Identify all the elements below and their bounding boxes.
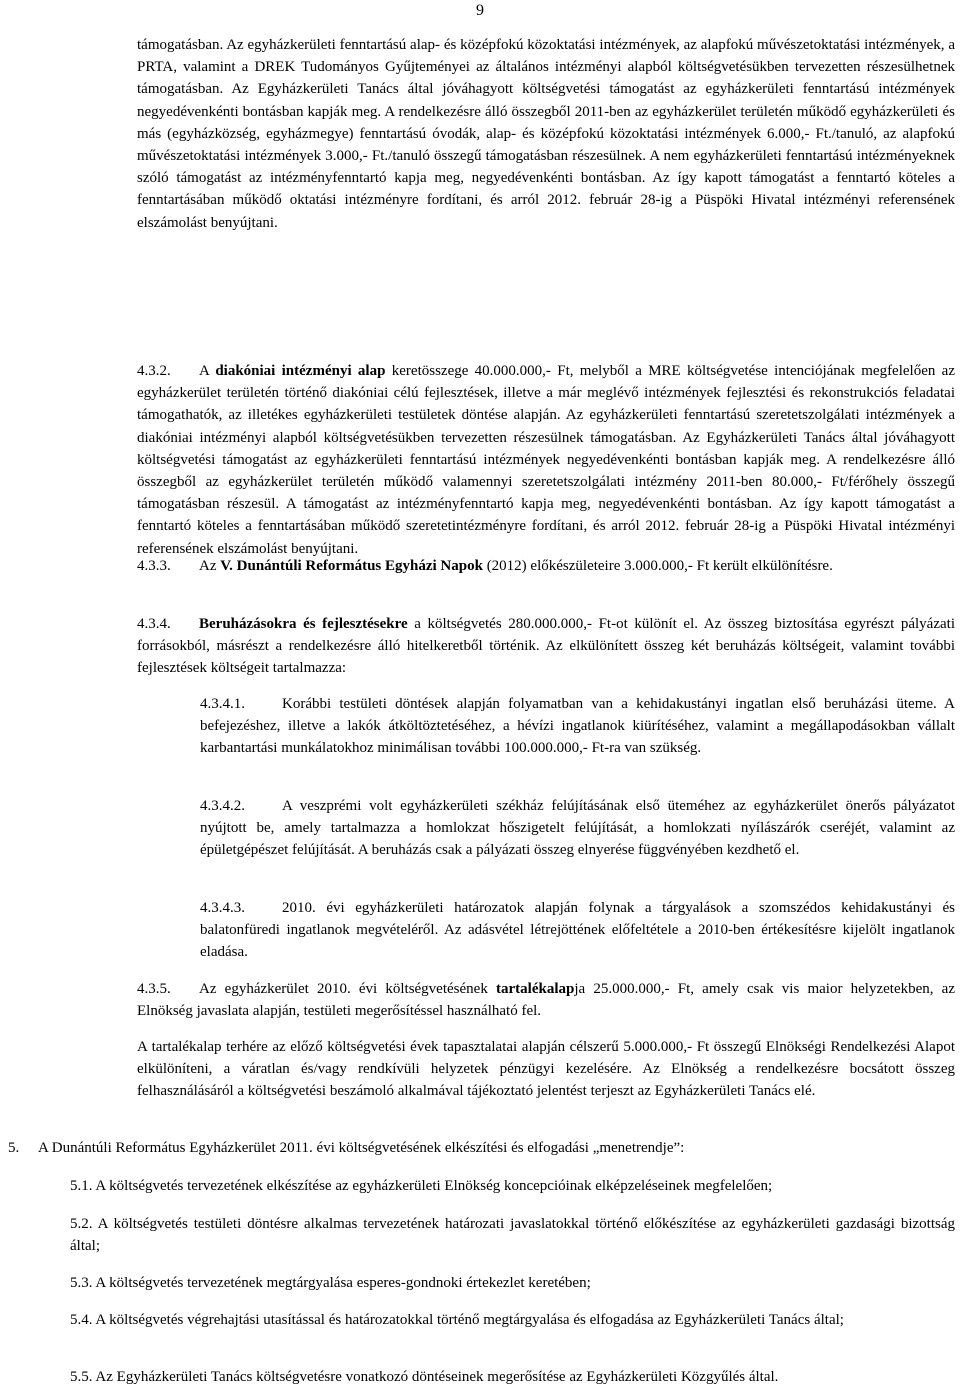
- section-4-3-4-1: [200, 693, 955, 760]
- section-number: 5.: [8, 1140, 20, 1156]
- section-4-3-4-2: [200, 795, 955, 862]
- section-bold-term: Beruházásokra és fejlesztésekre: [199, 616, 408, 632]
- section-text: A veszprémi volt egyházkerületi székház felújításának első üteméhez az egyházkerület önerős pályázatot nyújtott be, amely tartalmazza a homlokzat hőszigetelt felújítását, a homlokzati nyílászárók cseréjét, valamint az épületgépészet felújítását. A beruházás csak a pályázati összeg elnyerése függvényében kezdhető el.: [200, 798, 955, 859]
- section-text: A Dunántúli Református Egyházkerület 2011. évi költségvetésének elkészítési és elfogadási „menetrendje”:: [38, 1140, 685, 1156]
- section-text: a költségvetés 280.000.000,- Ft-ot különít el. Az összeg biztosítása egyrészt pályázati forrásokból, másrészt a rendelkezésre álló hitelkeretből történik. Az elkülönített összeg két beruházás költségeit, valamint további fejlesztések költségeit tartalmazza:: [137, 616, 955, 677]
- section-number: 4.3.4.: [137, 616, 171, 632]
- section-bold-term: V. Dunántúli Református Egyházi Napok: [220, 558, 483, 574]
- section-bold-term: tartalékalap: [496, 981, 575, 997]
- section-4-3-2: [137, 360, 955, 560]
- section-number: 4.3.4.2.: [200, 798, 245, 814]
- section-number: 4.3.5.: [137, 981, 171, 997]
- section-text-pre: Az: [199, 558, 221, 574]
- list-item-5-3: 5.3. A költségvetés tervezetének megtárgyalása esperes-gondnoki értekezlet keretében;: [70, 1275, 591, 1291]
- section-text-pre: A: [199, 363, 216, 379]
- paragraph-tartalekalap: A tartalékalap terhére az előző költségvetési évek tapasztalatai alapján célszerű 5.000.000,- Ft összegű Elnökségi Rendelkezési Alapot elkülöníteni, a váratlan és/vagy rendkívüli helyzetek pénzügyi kezelésére. Az Elnökség a rendelkezésre bocsátott összeg felhasználásáról a költségvetési beszámoló alkalmával tájékoztató jelentést terjeszt az Egyházkerületi Tanács elé.: [137, 1039, 955, 1100]
- page-number: 9: [476, 2, 484, 19]
- section-number: 4.3.2.: [137, 363, 171, 379]
- section-4-3-5: [137, 978, 955, 1022]
- section-bold-term: diakóniai intézményi alap: [215, 363, 386, 379]
- section-number: 4.3.3.: [137, 558, 171, 574]
- section-text-pre: Az egyházkerület 2010. évi költségvetésének: [199, 981, 496, 997]
- section-text: ja 25.000.000,- Ft, amely csak vis maior helyzetekben, az Elnökség javaslata alapján, testületi megerősítéssel használható fel.: [137, 981, 955, 1020]
- list-item-5-1: 5.1. A költségvetés tervezetének elkészítése az egyházkerületi Elnökség koncepcióinak elképzeléseinek megfelelően;: [70, 1178, 773, 1194]
- section-4-3-4: [137, 613, 955, 680]
- section-5-heading: [8, 1137, 953, 1159]
- list-item-5-2: 5.2. A költségvetés testületi döntésre alkalmas tervezetének határozati javaslatokkal történő előkészítése az egyházkerületi gazdasági bizottság által;: [70, 1216, 955, 1255]
- section-text: Korábbi testületi döntések alapján folyamatban van a kehidakustányi ingatlan első beruházási üteme. A befejezéshez, illetve a lakók átköltöztetéséhez, a hévízi ingatlanok kiürítéséhez, valamint a megállapodásokban vállalt karbantartási munkálatokhoz minimálisan további 100.000.000,- Ft-ra van szükség.: [200, 696, 955, 757]
- section-text: 2010. évi egyházkerületi határozatok alapján folynak a tárgyalások a szomszédos kehidakustányi és balatonfüredi ingatlanok megvételéről. Az adásvétel létrejöttének előfeltétele a 2010-ben értékesítésre kijelölt ingatlanok eladása.: [200, 900, 955, 961]
- section-text: keretösszege 40.000.000,- Ft, melyből a MRE költségvetése intenciójának megfelelően az egyházkerület területén történő diakóniai célú fejlesztések, illetve a már meglévő intézmények fejlesztési és rekonstrukciós feladatai támogathatók, az illetékes egyházkerületi testületek döntése alapján. Az egyházkerületi fenntartású szeretetszolgálati intézmények a diakóniai intézményi alapból költségvetésükben tervezetten részesülnek támogatásban. Az Egyházkerületi Tanács által jóváhagyott költségvetési támogatást az egyházkerületi fenntartású intézmények negyedévenkénti bontásban kapják meg. A rendelkezésre álló összegből az egyházkerület területén működő valamennyi szeretetszolgálati intézmény 2011-ben 80.000,- Ft/férőhely összegű támogatásban részesül. A támogatást az intézményfenntartó kapja meg, negyedévenkénti bontásban. Az így kapott támogatást a fenntartó köteles a fenntartásában működő szeretetintézményre fordítani, és arról 2012. február 28-ig a Püspöki Hivatal intézményi referensének elszámolást benyújtani.: [137, 363, 955, 557]
- section-4-3-4-3: [200, 897, 955, 964]
- section-text: (2012) előkészületeire 3.000.000,- Ft került elkülönítésre.: [482, 558, 833, 574]
- section-4-3-3: [137, 555, 955, 577]
- paragraph-intezmenyi-alap: támogatásban. Az egyházkerületi fenntartású alap- és középfokú közoktatási intézmények, az alapfokú művészetoktatási intézmények, a PRTA, valamint a DREK Tudományos Gyűjteményei az általános intézményi alapból költségvetésükben tervezetten részesülhetnek támogatásban. Az Egyházkerületi Tanács által jóváhagyott költségvetési támogatást az egyházkerületi fenntartású intézmények negyedévenkénti bontásban kapják meg. A rendelkezésre álló összegből 2011-ben az egyházkerület területén működő egyházkerületi és más (egyházközség, egyházmegye) fenntartású óvodák, alap- és középfokú közoktatási intézmények 6.000,- Ft./tanuló, az alapfokú művészetoktatási intézmények 3.000,- Ft./tanuló összegű támogatásban részesülnek. A nem egyházkerületi fenntartású intézményeknek szóló támogatást az intézményfenntartó kapja meg, negyedévenkénti bontásban. Az így kapott támogatást a fenntartó köteles a fenntartásában működő oktatási intézményre fordítani, és arról 2012. február 28-ig a Püspöki Hivatal intézményi referensének elszámolást benyújtani.: [137, 37, 955, 231]
- list-item-5-4: 5.4. A költségvetés végrehajtási utasítással és határozatokkal történő megtárgyalása és elfogadása az Egyházkerületi Tanács által;: [70, 1312, 844, 1328]
- list-item-5-5: 5.5. Az Egyházkerületi Tanács költségvetésre vonatkozó döntéseinek megerősítése az Egyházkerületi Közgyűlés által.: [70, 1369, 779, 1385]
- section-number: 4.3.4.3.: [200, 900, 245, 916]
- section-number: 4.3.4.1.: [200, 696, 245, 712]
